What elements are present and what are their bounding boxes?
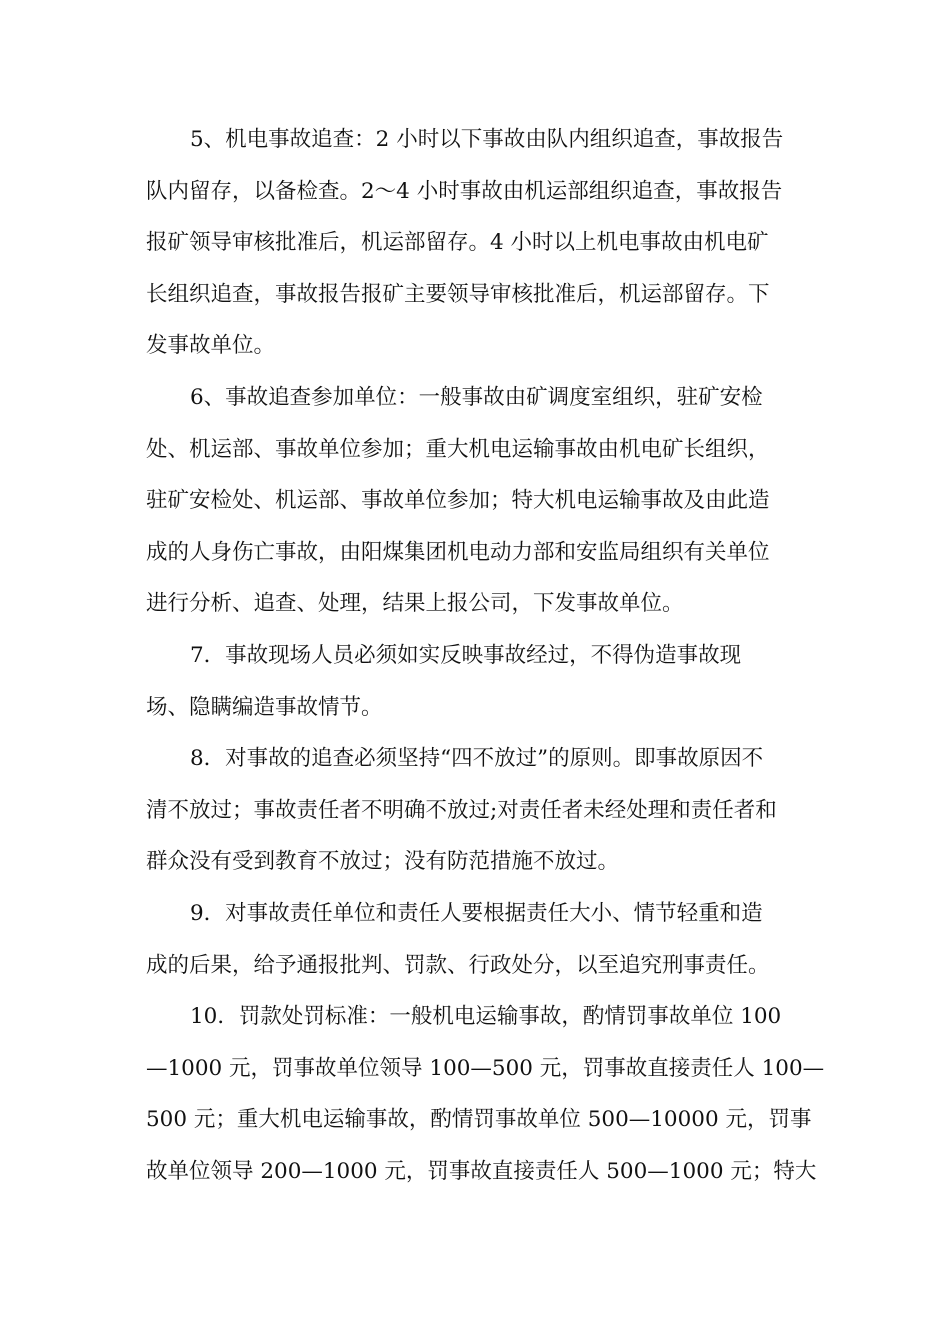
text-line: 进行分析、追查、处理，结果上报公司，下发事故单位。 xyxy=(146,591,684,617)
text-line: 故单位领导 200—1000 元，罚事故直接责任人 500—1000 元；特大 xyxy=(146,1158,817,1184)
text-line: —1000 元，罚事故单位领导 100—500 元，罚事故直接责任人 100— xyxy=(146,1055,825,1081)
text-line: 队内留存，以备检查。2～4 小时事故由机运部组织追查，事故报告 xyxy=(146,178,783,204)
text-line: 长组织追查，事故报告报矿主要领导审核批准后，机运部留存。下 xyxy=(146,281,770,307)
paragraph-8 xyxy=(146,733,806,888)
text-line: 8．对事故的追查必须坚持“四不放过”的原则。即事故原因不 xyxy=(190,746,764,772)
text-line: 10．罚款处罚标准：一般机电运输事故，酌情罚事故单位 100 xyxy=(190,1004,782,1030)
text-line: 7．事故现场人员必须如实反映事故经过，不得伪造事故现 xyxy=(190,642,742,668)
paragraph-6 xyxy=(146,372,806,630)
text-line: 场、隐瞒编造事故情节。 xyxy=(146,694,383,720)
paragraph-9 xyxy=(146,888,806,991)
text-line: 处、机运部、事故单位参加；重大机电运输事故由机电矿长组织， xyxy=(146,436,770,462)
paragraph-5 xyxy=(146,114,806,372)
document-body xyxy=(146,114,825,1197)
text-line: 500 元；重大机电运输事故，酌情罚事故单位 500—10000 元，罚事 xyxy=(146,1107,812,1133)
text-line: 清不放过；事故责任者不明确不放过;对责任者未经处理和责任者和 xyxy=(146,797,777,823)
text-line: 报矿领导审核批准后，机运部留存。4 小时以上机电事故由机电矿 xyxy=(146,230,769,256)
text-line: 成的人身伤亡事故，由阳煤集团机电动力部和安监局组织有关单位 xyxy=(146,539,770,565)
text-line: 6、事故追查参加单位：一般事故由矿调度室组织，驻矿安检 xyxy=(190,384,763,410)
text-line: 发事故单位。 xyxy=(146,333,276,359)
text-line: 群众没有受到教育不放过；没有防范措施不放过。 xyxy=(146,849,620,875)
text-line: 驻矿安检处、机运部、事故单位参加；特大机电运输事故及由此造 xyxy=(146,488,770,514)
text-line: 成的后果，给予通报批判、罚款、行政处分，以至追究刑事责任。 xyxy=(146,952,770,978)
text-line: 9．对事故责任单位和责任人要根据责任大小、情节轻重和造 xyxy=(190,900,763,926)
text-line: 5、机电事故追查：2 小时以下事故由队内组织追查，事故报告 xyxy=(190,127,784,152)
paragraph-10 xyxy=(146,991,825,1197)
paragraph-7 xyxy=(146,630,806,733)
